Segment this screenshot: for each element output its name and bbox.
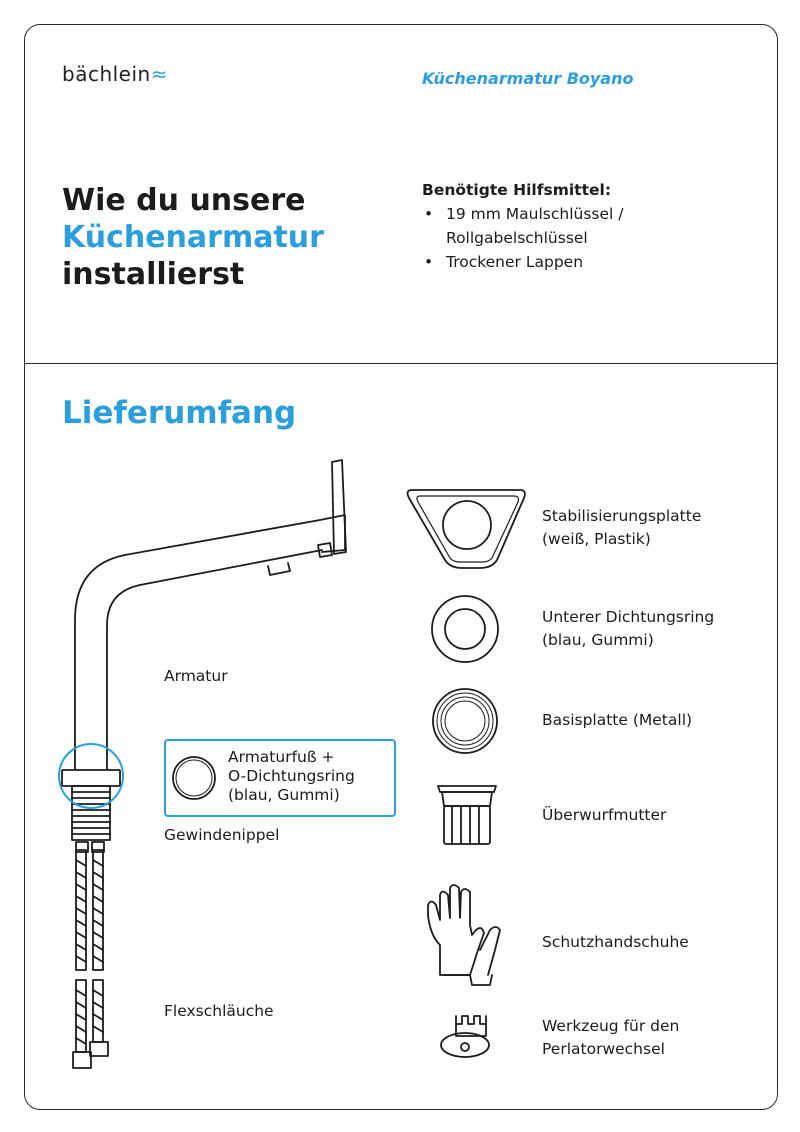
label-gewindenippel: Gewindenippel bbox=[164, 826, 280, 844]
title-line-3: installierst bbox=[62, 257, 245, 292]
part-label bbox=[542, 804, 666, 827]
part-label bbox=[542, 931, 689, 954]
stabilizing-plate-icon bbox=[408, 490, 525, 568]
part-line: Überwurfmutter bbox=[542, 806, 667, 824]
title-line-1: Wie du unsere bbox=[62, 183, 306, 218]
callout-text bbox=[228, 748, 355, 805]
part-label bbox=[542, 1015, 679, 1061]
lower-seal-ring-icon bbox=[432, 596, 498, 662]
base-plate-icon bbox=[433, 689, 497, 753]
label-armatur: Armatur bbox=[164, 667, 228, 685]
part-line: Schutzhandschuhe bbox=[542, 933, 689, 951]
wave-icon: ≈ bbox=[150, 62, 168, 86]
union-nut-icon bbox=[438, 786, 496, 844]
tool-item: Rollgabelschlüssel bbox=[446, 229, 588, 247]
part-line: Perlatorwechsel bbox=[542, 1040, 665, 1058]
label-flexschlaeuche: Flexschläuche bbox=[164, 1002, 274, 1020]
tools-title: Benötigte Hilfsmittel: bbox=[422, 181, 612, 199]
callout-line: Armaturfuß + bbox=[228, 748, 335, 766]
part-label bbox=[542, 505, 701, 551]
part-line: Stabilisierungsplatte bbox=[542, 507, 702, 525]
product-name: Küchenarmatur Boyano bbox=[422, 69, 634, 88]
part-label bbox=[542, 606, 714, 652]
part-line: (blau, Gummi) bbox=[542, 631, 654, 649]
part-label bbox=[542, 709, 692, 732]
part-line: Unterer Dichtungsring bbox=[542, 608, 715, 626]
part-line: Basisplatte (Metall) bbox=[542, 711, 693, 729]
callout-line: (blau, Gummi) bbox=[228, 786, 340, 804]
aerator-tool-icon bbox=[441, 1016, 489, 1057]
tool-item: • Trockener Lappen bbox=[422, 250, 623, 274]
part-line: Werkzeug für den bbox=[542, 1017, 680, 1035]
section-title: Lieferumfang bbox=[62, 395, 297, 431]
gloves-icon bbox=[428, 885, 500, 985]
brand-name: bächlein bbox=[62, 62, 151, 86]
tool-item: • 19 mm Maulschlüssel / bbox=[422, 202, 623, 226]
callout-line: O-Dichtungsring bbox=[228, 767, 355, 785]
callout-box bbox=[164, 739, 396, 817]
title-line-2: Küchenarmatur bbox=[62, 220, 324, 255]
part-line: (weiß, Plastik) bbox=[542, 530, 651, 548]
